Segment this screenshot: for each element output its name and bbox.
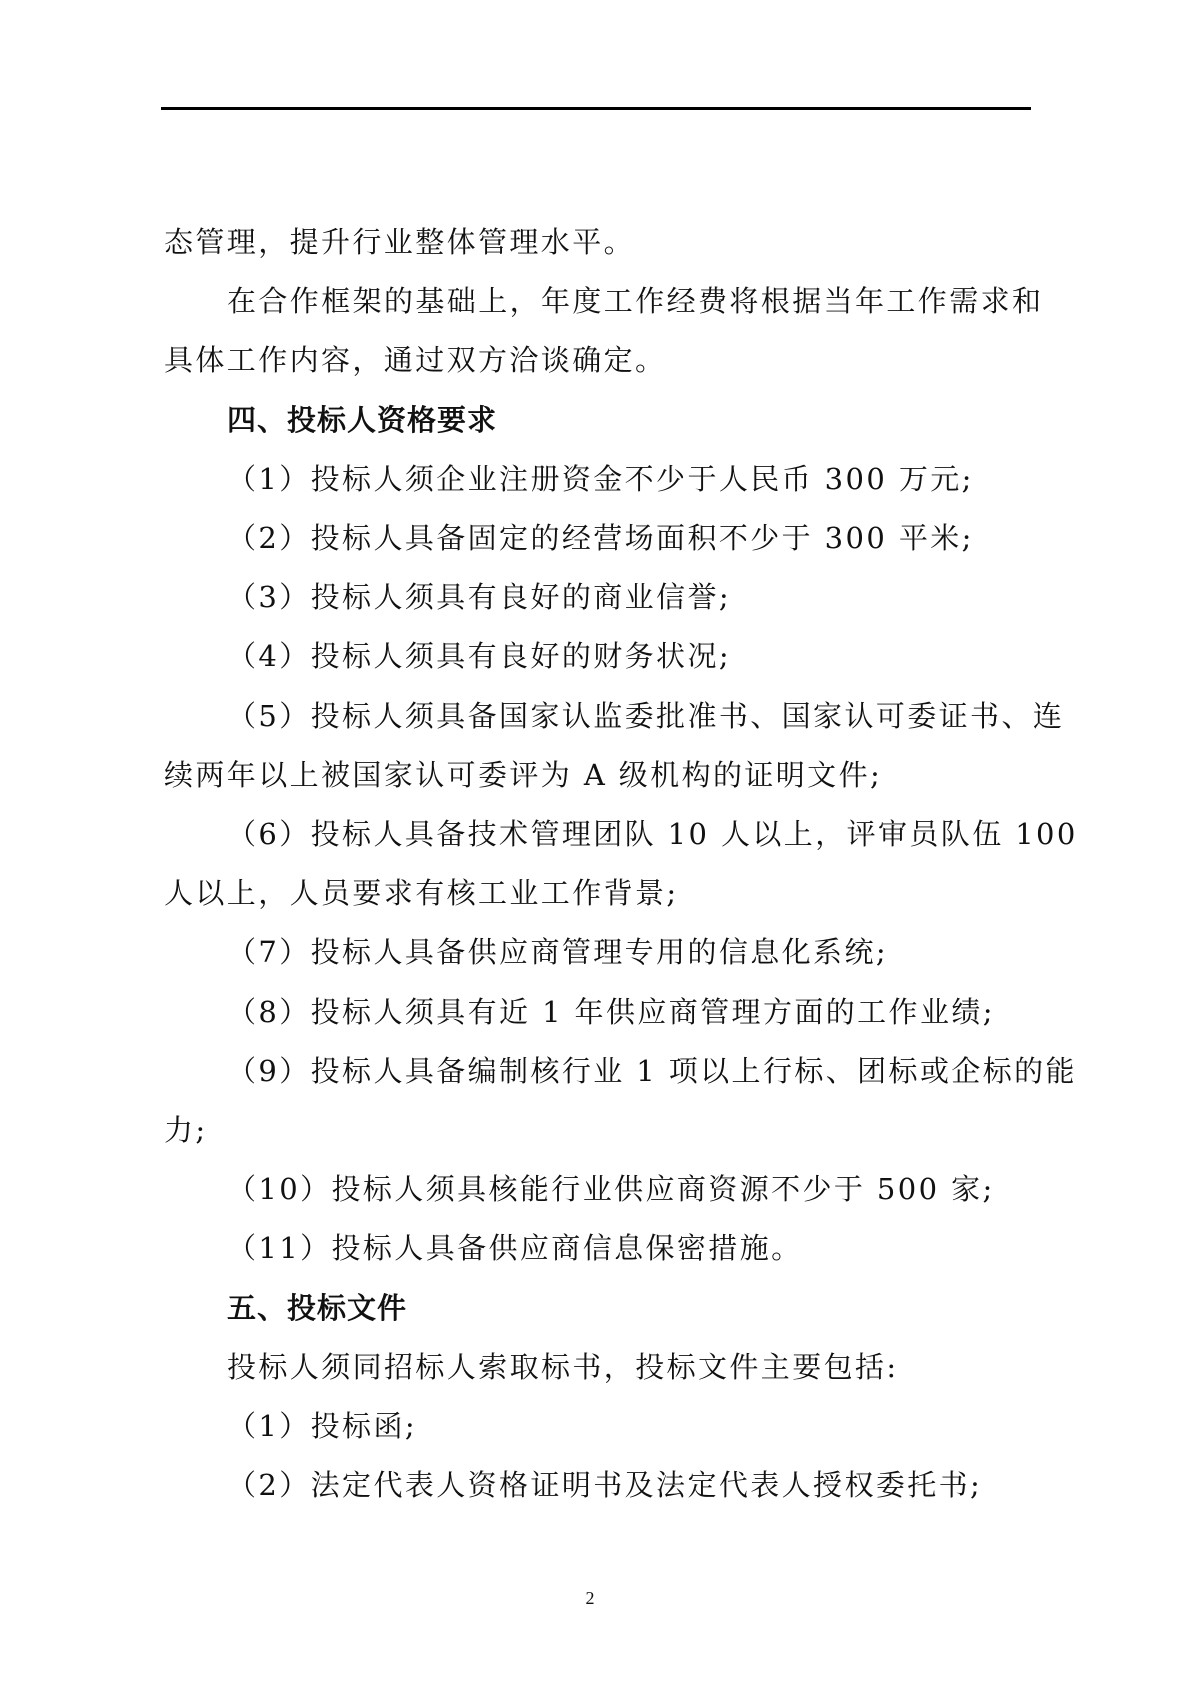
paragraph-line: （10）投标人须具核能行业供应商资源不少于 500 家;: [227, 1172, 995, 1207]
paragraph-line: （7）投标人具备供应商管理专用的信息化系统;: [227, 935, 889, 970]
paragraph-line: 续两年以上被国家认可委评为 A 级机构的证明文件;: [164, 757, 883, 792]
paragraph-line: （11）投标人具备供应商信息保密措施。: [227, 1231, 803, 1266]
paragraph-line: （5）投标人须具备国家认监委批准书、国家认可委证书、连: [227, 698, 1065, 733]
page-number: 2: [585, 1588, 595, 1608]
header-rule: [161, 107, 1031, 110]
paragraph-line: （8）投标人须具有近 1 年供应商管理方面的工作业绩;: [227, 994, 995, 1029]
paragraph-line: （2）投标人具备固定的经营场面积不少于 300 平米;: [227, 521, 974, 555]
paragraph-line: 具体工作内容，通过双方洽谈确定。: [164, 343, 667, 378]
paragraph-line: （1）投标函;: [227, 1409, 418, 1443]
section-heading: 四、投标人资格要求: [227, 402, 498, 437]
paragraph-line: （3）投标人须具有良好的商业信誉;: [227, 580, 732, 615]
paragraph-line: 力;: [164, 1113, 208, 1147]
paragraph-line: （9）投标人具备编制核行业 1 项以上行标、团标或企标的能: [227, 1053, 1077, 1088]
section-heading: 五、投标文件: [227, 1290, 408, 1325]
paragraph-line: 投标人须同招标人索取标书，投标文件主要包括:: [227, 1349, 899, 1384]
paragraph-line: 人以上，人员要求有核工业工作背景;: [164, 876, 679, 911]
paragraph-line: （6）投标人具备技术管理团队 10 人以上，评审员队伍 100: [227, 817, 1078, 851]
paragraph-line: （4）投标人须具有良好的财务状况;: [227, 639, 732, 674]
paragraph-line: 在合作框架的基础上，年度工作经费将根据当年工作需求和: [227, 284, 1044, 319]
paragraph-line: （1）投标人须企业注册资金不少于人民币 300 万元;: [227, 461, 974, 496]
paragraph-line: （2）法定代表人资格证明书及法定代表人授权委托书;: [227, 1468, 983, 1503]
paragraph-line: 态管理，提升行业整体管理水平。: [164, 225, 636, 259]
